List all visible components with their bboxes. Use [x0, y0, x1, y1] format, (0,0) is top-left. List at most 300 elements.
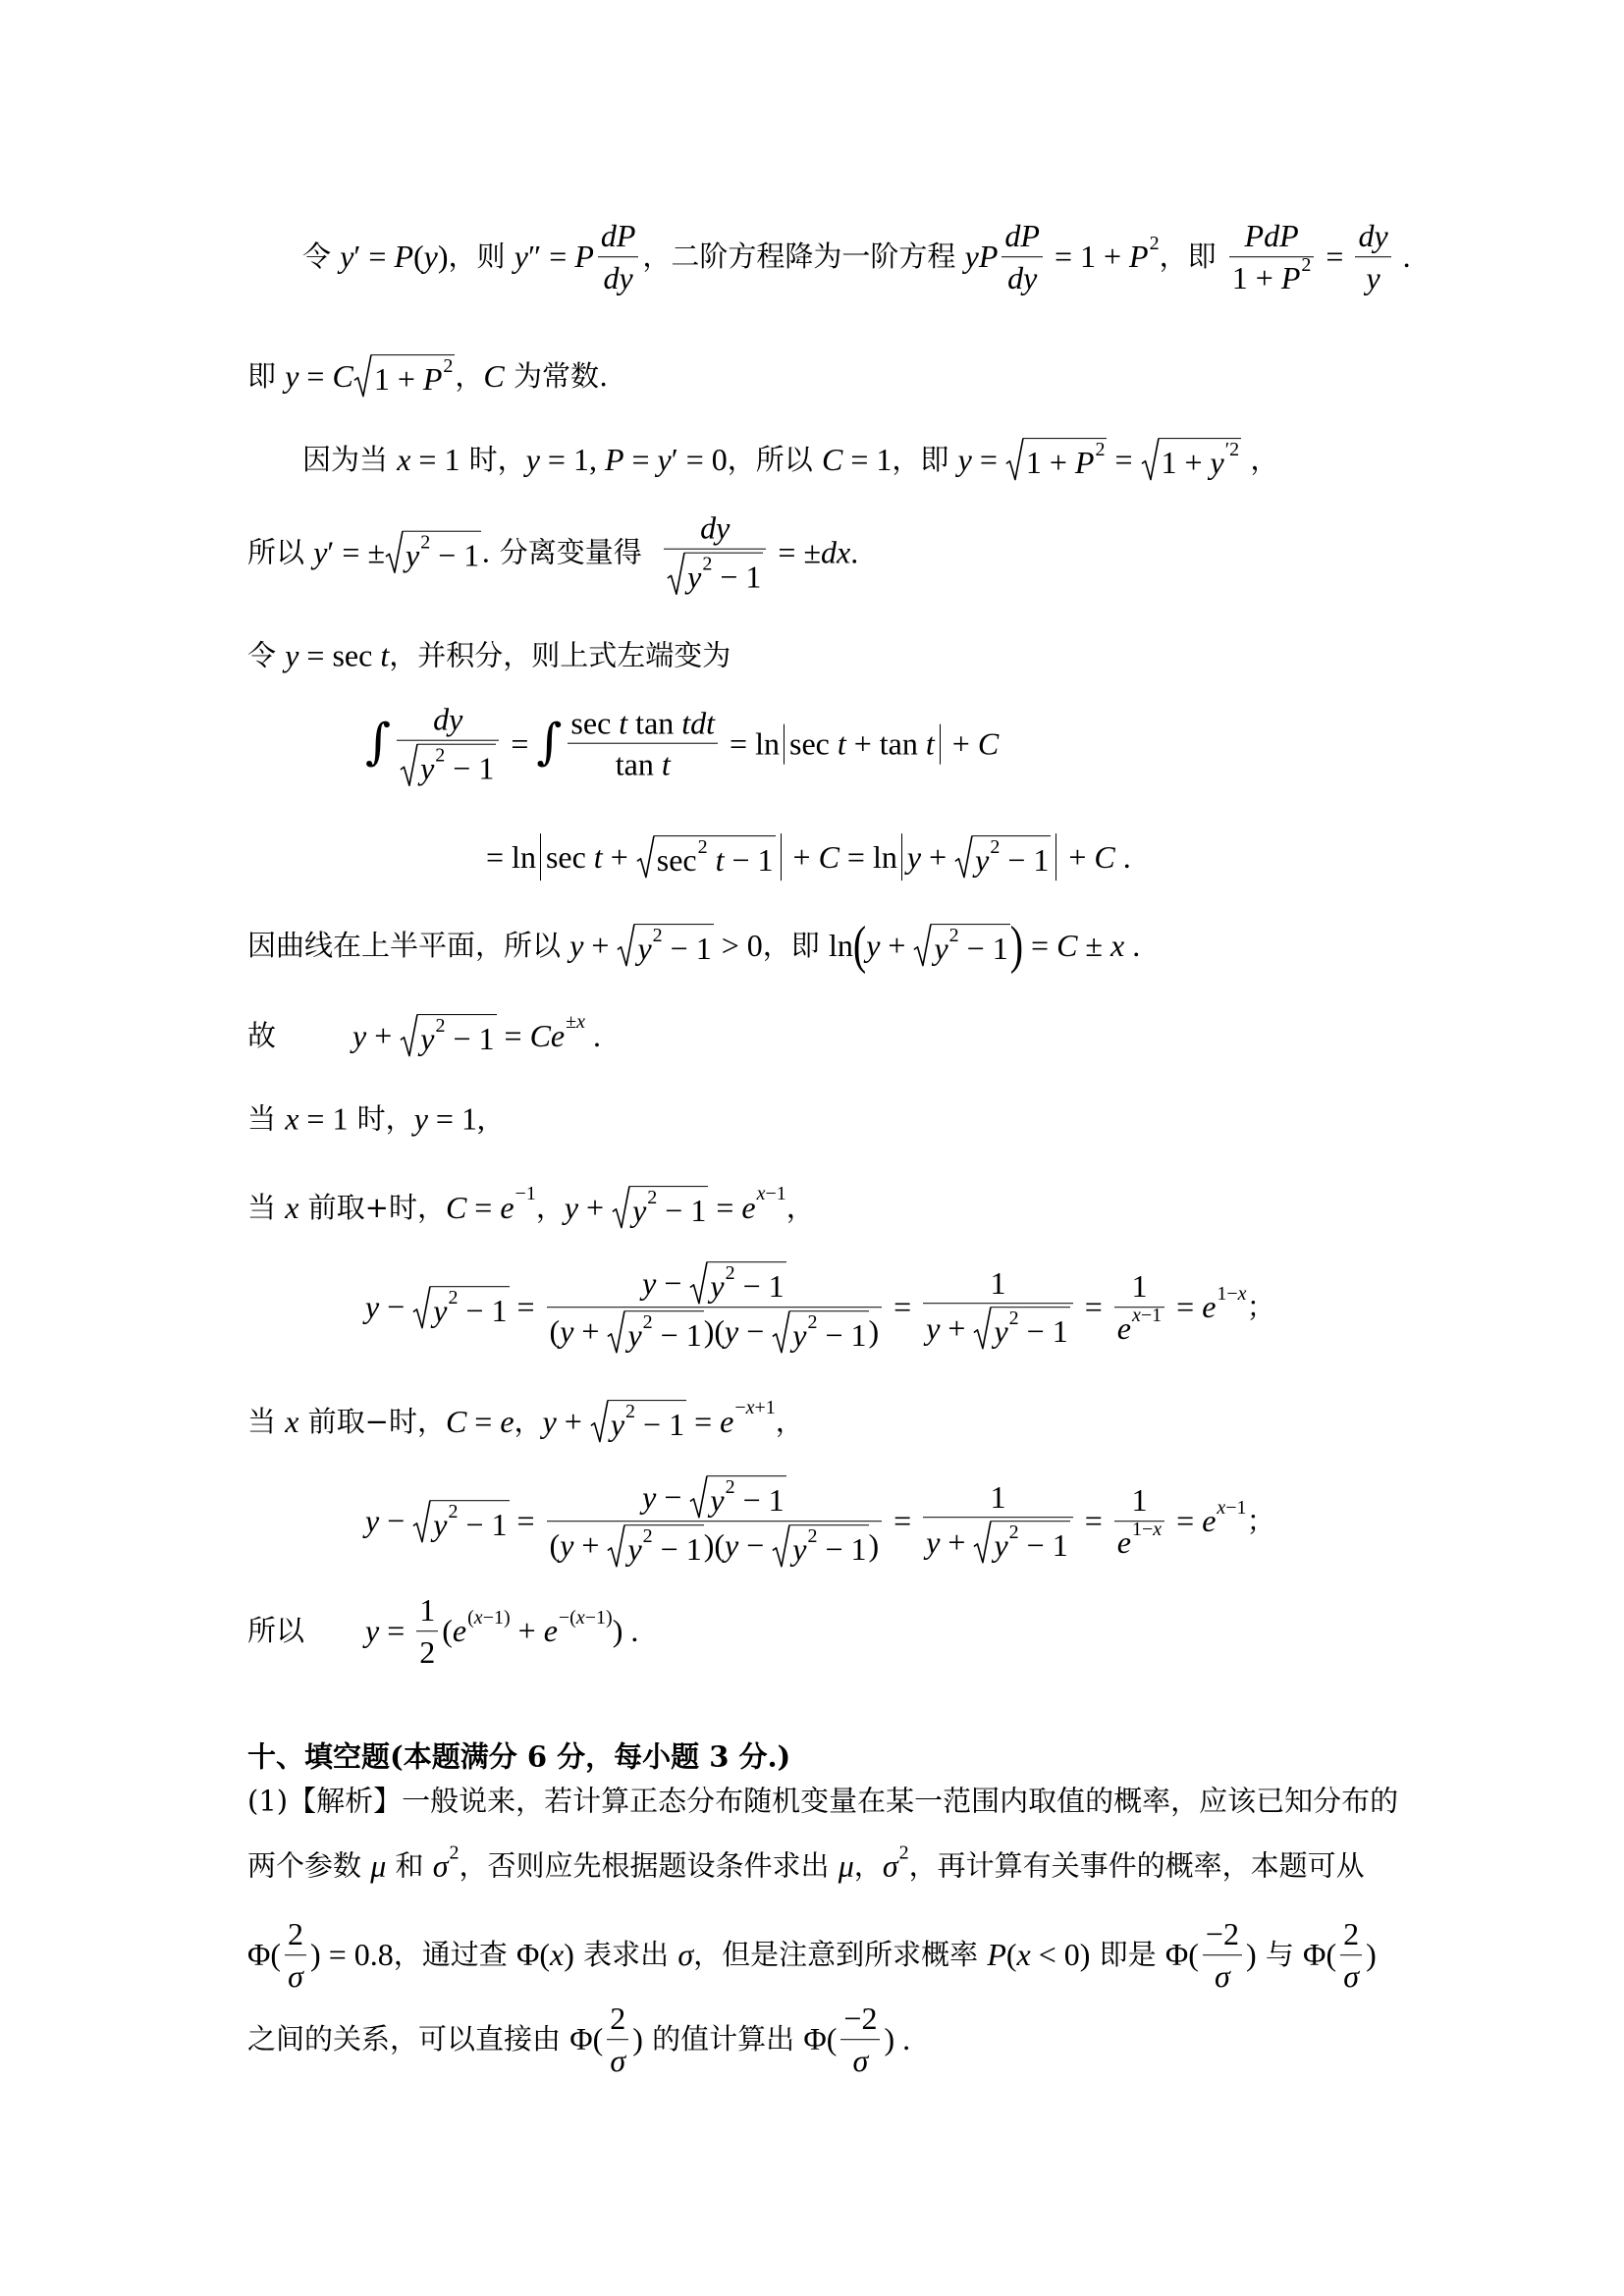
math-expression: = e — [1168, 1289, 1217, 1325]
math-variable: σ — [677, 1937, 694, 1973]
radical-sign — [400, 744, 417, 787]
line-9 — [247, 1011, 601, 1057]
math-expression: C = 1 — [822, 441, 893, 477]
math-function: sec — [570, 705, 612, 741]
text-run: ， — [455, 358, 484, 393]
radicand — [629, 1186, 708, 1229]
text-run: 当 — [247, 1190, 286, 1224]
math-expression: ) = 0.8 — [310, 1937, 394, 1973]
text-run: ， — [785, 1190, 815, 1224]
math-expression: ) — [868, 1527, 880, 1564]
math-expression — [610, 2043, 625, 2079]
superscript: 2 — [807, 1524, 818, 1547]
math-variable: x — [1131, 1304, 1141, 1326]
superscript: 2 — [435, 1014, 446, 1037]
radical-sign — [590, 1400, 608, 1443]
text-run: 之间的关系，可以直接由 — [247, 2022, 570, 2056]
math-variable: σ — [1343, 1958, 1359, 1994]
absolute-value — [540, 833, 782, 881]
math-expression: = — [509, 1503, 543, 1539]
square-root — [412, 1500, 509, 1543]
math-expression: Φ( — [1164, 1937, 1199, 1973]
math-expression: y″ = P — [514, 239, 594, 275]
superscript: 2 — [642, 1524, 653, 1547]
math-function: ln — [512, 838, 536, 875]
math-variable: tdt — [681, 705, 716, 741]
math-expression — [1007, 260, 1037, 296]
math-expression: − 1 — [712, 559, 762, 595]
fraction-numerator — [416, 1592, 438, 1631]
math-expression — [934, 931, 947, 967]
math-variable: y — [632, 1193, 647, 1229]
math-variable: y — [926, 1310, 941, 1346]
math-variable: x — [576, 1011, 585, 1034]
math-variable: y — [423, 239, 438, 275]
math-expression: = — [1318, 239, 1352, 275]
math-expression — [611, 1407, 624, 1443]
text-run: ，则 — [448, 240, 514, 274]
math-expression — [433, 1848, 449, 1885]
text-run: 即 — [247, 358, 286, 393]
math-expression: − 1 — [1018, 1313, 1068, 1350]
radical-sign — [607, 1310, 624, 1354]
math-expression: y = C — [285, 357, 353, 394]
math-variable: y — [1366, 260, 1380, 295]
math-expression: ) . — [884, 2021, 911, 2057]
square-root — [772, 1524, 868, 1568]
fraction-numerator — [285, 1916, 306, 1955]
math-expression: )(y − — [703, 1313, 773, 1350]
square-root — [412, 1286, 509, 1329]
superscript: 2 — [448, 1286, 459, 1308]
math-variable: μ — [838, 1847, 854, 1884]
superscript: 1−x — [1217, 1283, 1247, 1306]
math-expression: y + — [866, 927, 914, 963]
math-expression: − 1 — [734, 1482, 785, 1519]
square-root — [607, 1310, 703, 1354]
math-expression: Φ( — [247, 1937, 282, 1973]
square-root — [353, 354, 456, 398]
math-expression — [637, 931, 651, 967]
radical-sign — [1005, 438, 1023, 481]
math-expression: = — [1076, 1503, 1110, 1539]
math-variable: x — [285, 1189, 299, 1225]
math-expression: = Ce — [496, 1017, 566, 1053]
math-expression: (y + — [549, 1313, 608, 1350]
math-variable: P — [1129, 239, 1149, 275]
line-15 — [247, 1592, 638, 1671]
superscript: −1 — [514, 1183, 536, 1205]
math-expression: C = e — [445, 1189, 514, 1225]
radicand — [1159, 438, 1242, 481]
superscript: (x−1) — [467, 1607, 511, 1629]
math-variable: y — [642, 1478, 657, 1515]
math-variable: t — [593, 838, 603, 875]
line-11 — [247, 1183, 815, 1229]
fraction-numerator — [397, 702, 499, 741]
square-root — [400, 744, 496, 787]
math-expression — [710, 1268, 724, 1305]
superscript: 2 — [448, 1500, 459, 1522]
text-run: ， — [775, 1404, 804, 1438]
integral-sign: ∫ — [536, 714, 563, 771]
math-expression — [1366, 260, 1380, 296]
math-variable: e — [741, 1189, 756, 1225]
radical-sign — [954, 835, 972, 879]
square-root — [689, 1475, 785, 1519]
text-run: 十、填空题(本题满分 6 分，每小题 3 分.) — [247, 1739, 791, 1774]
absolute-value — [901, 833, 1057, 881]
math-variable: y — [285, 637, 299, 673]
math-expression: = ln — [486, 838, 536, 875]
radicand — [789, 1310, 868, 1354]
fraction-denominator — [547, 1522, 883, 1568]
square-root — [636, 835, 776, 879]
text-run: 因曲线在上半平面，所以 — [247, 928, 570, 962]
math-expression: 1 — [1131, 1482, 1148, 1519]
fraction-numerator — [1203, 1916, 1242, 1955]
math-variable: x — [745, 1397, 755, 1419]
math-expression — [975, 842, 989, 879]
math-variable: y — [957, 441, 972, 477]
math-expression — [883, 1848, 898, 1885]
math-variable: σ — [1215, 1958, 1230, 1994]
radical-sign — [612, 1186, 629, 1229]
math-expression: = C ± x . — [1023, 927, 1141, 963]
fraction — [1001, 218, 1043, 296]
math-variable: y — [657, 441, 672, 477]
math-expression — [792, 1531, 806, 1568]
math-variable: y — [627, 1531, 642, 1567]
math-variable: x — [285, 1100, 299, 1137]
math-expression: ) — [632, 2021, 643, 2057]
math-expression — [710, 1482, 724, 1519]
radicand — [430, 1500, 509, 1543]
radicand — [417, 1014, 496, 1057]
fraction-numerator — [1355, 218, 1390, 257]
math-variable: y — [710, 1268, 725, 1305]
math-function: sec — [788, 725, 830, 762]
radical-sign — [973, 1308, 991, 1351]
math-expression — [483, 358, 504, 395]
math-expression: = — [886, 1503, 920, 1539]
math-expression: . — [584, 1017, 601, 1053]
text-run: ，通过查 — [393, 1938, 516, 1972]
fraction — [1114, 1268, 1164, 1347]
math-variable: y — [413, 1100, 428, 1137]
math-variable: C — [445, 1189, 467, 1225]
fraction-denominator — [1229, 253, 1315, 296]
radical-sign — [689, 1261, 707, 1305]
text-run: 所以 — [247, 1614, 305, 1648]
math-expression — [420, 751, 434, 787]
math-expression — [627, 1531, 641, 1568]
radicand — [684, 553, 763, 596]
fraction — [285, 1916, 306, 1995]
math-expression — [406, 538, 419, 574]
math-variable: t — [925, 725, 935, 762]
math-expression: − 1 — [445, 750, 495, 786]
fraction — [598, 218, 639, 296]
math-variable: C — [1056, 927, 1078, 963]
math-expression: Φ( — [803, 2021, 838, 2057]
radicand — [430, 1286, 509, 1329]
math-function: ln — [755, 725, 780, 762]
fraction-denominator — [1340, 1955, 1362, 1995]
text-run: 的值计算出 — [642, 2022, 804, 2056]
math-variable: y — [1210, 445, 1224, 481]
math-expression — [657, 842, 697, 879]
math-variable: P — [604, 441, 624, 477]
math-expression: y + — [569, 927, 618, 963]
math-variable: σ — [852, 2043, 869, 2078]
superscript: 2 — [435, 744, 446, 767]
text-run: 时， — [460, 442, 526, 476]
math-expression: y − — [365, 1503, 413, 1539]
math-variable: σ — [882, 1847, 898, 1884]
math-variable: y — [687, 559, 702, 595]
fraction-denominator — [547, 1308, 883, 1354]
math-variable: x — [756, 1183, 766, 1205]
text-run: 前取+时， — [298, 1190, 446, 1224]
math-variable: dy — [1358, 218, 1388, 254]
math-variable: y — [420, 750, 435, 786]
fraction-denominator — [1114, 1518, 1164, 1561]
radicand — [403, 531, 481, 574]
radical-sign — [973, 1522, 991, 1565]
math-function: tan — [615, 747, 654, 782]
math-expression: 2 — [1343, 1916, 1360, 1952]
superscript: 2 — [1301, 253, 1312, 276]
text-run: 令 — [302, 240, 341, 274]
fraction — [1229, 218, 1315, 296]
line-19 — [247, 1916, 1377, 1995]
large-parenthesis: ( — [852, 914, 867, 975]
math-variable: e — [543, 1613, 558, 1649]
math-function: ln — [828, 927, 853, 963]
math-expression — [839, 1848, 854, 1885]
math-expression: ) — [1245, 1937, 1257, 1973]
math-variable: y — [792, 1531, 807, 1567]
text-run: ， — [853, 1848, 883, 1883]
text-run: ； — [1246, 1290, 1275, 1324]
math-expression — [1215, 1958, 1230, 1995]
radical-sign — [772, 1524, 789, 1568]
text-run: ， — [514, 1404, 543, 1438]
text-run: 表求出 — [573, 1938, 678, 1972]
text-run: 即是 — [1090, 1938, 1165, 1972]
math-variable: yP — [964, 239, 999, 275]
radicand — [991, 1522, 1069, 1565]
line-5 — [247, 638, 731, 674]
text-run: 故 — [247, 1018, 277, 1052]
fraction-numerator — [923, 1479, 1073, 1519]
fraction — [1114, 1482, 1164, 1561]
math-expression: x = 1 — [397, 441, 460, 477]
math-variable: e — [500, 1403, 514, 1439]
fraction-numerator — [568, 705, 718, 744]
math-expression: = — [1107, 441, 1141, 477]
fraction — [1340, 1916, 1362, 1995]
math-expression: 1 — [990, 1478, 1006, 1515]
fraction — [397, 702, 499, 787]
math-variable: C — [818, 838, 839, 875]
math-expression: ) — [1366, 1937, 1377, 1973]
square-root — [913, 924, 1009, 967]
math-expression — [288, 1958, 303, 1995]
math-variable: P — [987, 1937, 1006, 1973]
math-expression: 1 — [1131, 1268, 1148, 1305]
math-expression — [994, 1528, 1007, 1565]
math-variable: e — [720, 1403, 734, 1439]
math-variable: y — [560, 1527, 574, 1564]
math-expression: y − — [365, 1289, 413, 1325]
math-expression — [687, 560, 701, 596]
math-variable: x — [473, 1607, 483, 1629]
text-run: (1)【解析】一般说来，若计算正态分布随机变量在某一范围内取值的概率，应该已知分布的 — [247, 1784, 1399, 1818]
text-run: 为常数. — [504, 358, 609, 393]
math-variable: σ — [610, 2043, 626, 2078]
superscript: 2 — [725, 1476, 735, 1499]
math-variable: t — [715, 842, 725, 879]
math-expression: 2 — [288, 1916, 304, 1952]
math-expression: − 1 — [817, 1531, 867, 1567]
math-expression: 1 + P — [1231, 260, 1301, 295]
superscript: 2 — [1095, 438, 1106, 460]
square-root — [400, 1014, 496, 1057]
radicand — [972, 835, 1051, 879]
math-expression — [370, 1848, 386, 1885]
math-variable: y — [994, 1313, 1008, 1350]
math-variable: dy — [1007, 260, 1038, 295]
fraction-denominator — [923, 1305, 1073, 1351]
text-run: 两个参数 — [247, 1848, 371, 1883]
text-run: ，否则应先根据题设条件求出 — [459, 1848, 839, 1883]
superscript: 2 — [725, 1262, 735, 1285]
radical-sign — [689, 1475, 707, 1519]
fraction-denominator — [840, 2040, 880, 2079]
math-variable: dP — [600, 218, 636, 254]
radicand — [1023, 438, 1108, 481]
square-root — [689, 1261, 785, 1305]
math-variable: dy — [700, 509, 731, 546]
math-expression: − 1 — [734, 1268, 785, 1305]
math-expression: y + — [542, 1403, 590, 1439]
math-expression: y′ = ± — [313, 534, 386, 570]
fraction-denominator — [664, 550, 766, 596]
fraction — [568, 705, 718, 783]
math-variable: x — [1217, 1497, 1226, 1520]
math-variable: y — [906, 838, 922, 875]
math-expression: − 1 — [662, 931, 712, 967]
fraction-numerator — [607, 2001, 628, 2040]
radicand — [608, 1400, 686, 1443]
math-expression: − 1 — [817, 1317, 867, 1353]
text-run: 令 — [247, 638, 286, 672]
math-expression: 1 — [419, 1592, 436, 1629]
math-expression — [1117, 1524, 1131, 1561]
line-7 — [486, 833, 1131, 881]
math-expression: (e — [442, 1613, 467, 1649]
math-variable: y — [642, 1264, 657, 1301]
math-expression: 1 + P — [373, 361, 443, 398]
math-expression: y′ = P(y) — [340, 239, 449, 275]
fraction-denominator — [285, 1955, 306, 1995]
square-root — [1005, 438, 1108, 481]
text-run: ，并积分，则上式左端变为 — [389, 638, 731, 672]
text-run: 所以 — [247, 535, 314, 569]
math-variable: P — [1074, 445, 1095, 481]
square-root — [954, 835, 1051, 879]
text-run: ， — [1241, 442, 1279, 476]
math-variable: x — [1153, 1518, 1163, 1540]
math-expression: 1 + y — [1161, 445, 1224, 481]
radicand — [624, 1524, 703, 1568]
math-expression — [285, 1190, 298, 1226]
math-expression: − 1 — [635, 1407, 685, 1443]
math-variable: y — [710, 1482, 725, 1519]
line-3 — [302, 438, 1278, 481]
superscript: x−1 — [1217, 1497, 1247, 1520]
fraction-denominator — [1203, 1955, 1242, 1995]
math-variable: dy — [433, 701, 463, 737]
superscript: 2 — [702, 553, 713, 575]
radical-sign — [913, 924, 931, 967]
radical-sign — [607, 1524, 624, 1568]
text-run: ； — [1246, 1504, 1275, 1538]
line-1 — [302, 218, 1411, 296]
math-variable: t — [380, 637, 390, 673]
text-run: ， — [535, 1190, 565, 1224]
fraction — [1355, 218, 1390, 296]
math-variable: t — [619, 705, 628, 741]
square-root — [612, 1186, 708, 1229]
math-expression — [616, 747, 671, 783]
math-expression — [601, 218, 636, 254]
square-root — [385, 531, 481, 574]
math-expression: Φ( — [1303, 1937, 1337, 1973]
square-root — [590, 1400, 686, 1443]
fraction-numerator — [598, 218, 639, 257]
line-14 — [365, 1475, 1275, 1568]
math-expression: + e — [510, 1613, 558, 1649]
fraction — [416, 1592, 438, 1671]
math-expression: + C — [944, 725, 1000, 762]
math-expression — [1245, 218, 1299, 254]
fraction-numerator — [840, 2001, 880, 2040]
line-10 — [247, 1101, 485, 1138]
text-run: ，二阶方程降为一阶方程 — [642, 240, 965, 274]
superscript: 2 — [652, 924, 663, 946]
math-variable: x — [1110, 927, 1125, 963]
radical-sign — [412, 1286, 430, 1329]
math-variable: P — [422, 361, 443, 398]
math-expression: y + — [926, 1524, 974, 1560]
math-variable: PdP — [1244, 218, 1299, 254]
math-expression: y = sec t — [285, 637, 390, 673]
superscript: 2 — [990, 835, 1001, 858]
math-variable: C — [445, 1403, 467, 1439]
superscript: 2 — [1008, 1522, 1019, 1544]
math-expression: + C . — [1060, 838, 1131, 875]
math-expression — [792, 1317, 806, 1354]
math-variable: e — [452, 1613, 467, 1649]
text-run: . 分离变量得 — [481, 535, 661, 569]
math-expression — [1343, 1958, 1359, 1995]
superscript: ′2 — [1224, 438, 1240, 460]
superscript: 2 — [1149, 233, 1160, 255]
fraction-numerator — [547, 1261, 883, 1308]
